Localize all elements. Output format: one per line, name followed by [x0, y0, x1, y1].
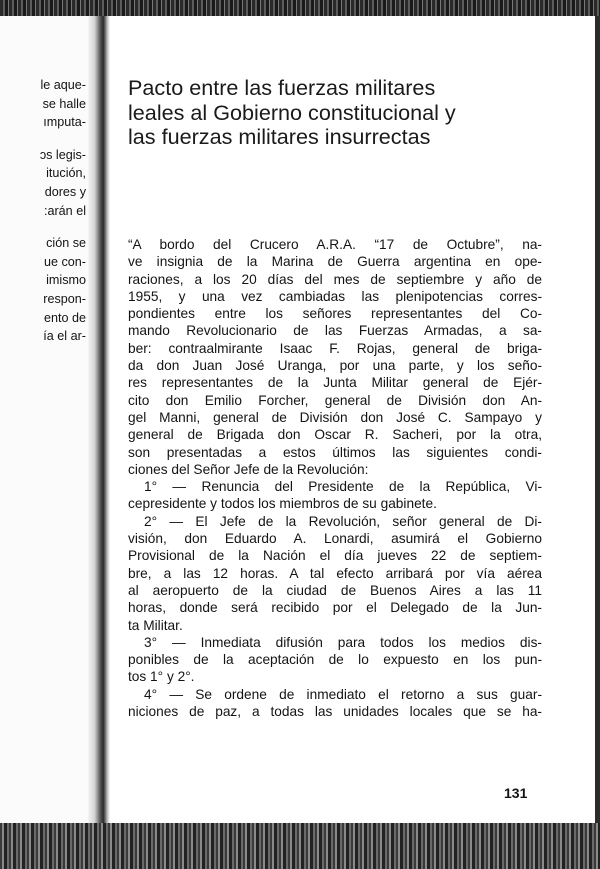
body-line: ciones del Señor Jefe de la Revolución:	[128, 461, 369, 477]
left-fragment-line: ımputa-	[43, 115, 86, 130]
left-fragment-line: ción se	[46, 236, 86, 251]
left-page-text	[0, 76, 86, 360]
body-line: visión, don Eduardo A. Lonardi, asumirá el Gobierno	[128, 531, 542, 547]
page-number: 131	[504, 785, 528, 801]
body-line: mando Revolucionario de las Fuerzas Armadas, a sa-	[128, 323, 542, 339]
left-fragment-line: le aque-	[40, 78, 86, 92]
left-fragment-group	[0, 146, 86, 220]
book-gutter	[88, 16, 110, 823]
scan-bottom-edge	[0, 823, 600, 869]
left-fragment-line: ía el ar-	[43, 329, 86, 344]
scan-top-edge	[0, 0, 600, 16]
body-text	[128, 236, 542, 720]
body-line: da don Juan José Uranga, por una parte, y los seño-	[128, 358, 542, 374]
body-line: al aeropuerto de la ciudad de Buenos Aires a las 11	[128, 582, 542, 598]
title-line: leales al Gobierno constitucional y	[128, 99, 456, 125]
body-line: horas, donde será recibido por el Delegado de la Jun-	[128, 600, 542, 616]
body-line: 1955, y una vez cambiadas las plenipotencias corres-	[128, 288, 542, 304]
body-line: 2° — El Jefe de la Revolución, señor general de Di-	[144, 513, 542, 529]
left-fragment-line: ento de	[43, 310, 86, 325]
body-line: pondientes entre los señores representantes del Co-	[128, 306, 542, 322]
body-line: bre, a las 12 horas. A tal efecto arribará por vía aérea	[128, 565, 542, 581]
body-line: 4° — Se ordene de inmediato el retorno a sus guar-	[144, 686, 542, 702]
body-line: gel Manni, general de División don José C. Sampayo y	[128, 409, 542, 425]
body-line: Provisional de la Nación el día jueves 22 de septiem-	[128, 548, 542, 564]
body-line: “A bordo del Crucero A.R.A. “17 de Octubre”, na-	[128, 237, 542, 252]
body-line: tos 1° y 2°.	[128, 669, 195, 685]
body-line: ta Militar.	[128, 617, 183, 633]
scan-right-edge	[595, 16, 600, 823]
title-line: Pacto entre las fuerzas militares	[128, 75, 436, 100]
body-line: ber: contraalmirante Isaac F. Rojas, general de briga-	[128, 340, 542, 356]
left-fragment-line: respon-	[43, 291, 86, 306]
body-line: 3° — Inmediata difusión para todos los medios dis-	[144, 634, 542, 650]
left-fragment-line: itución,	[46, 166, 86, 181]
left-fragment-group	[0, 76, 86, 132]
body-line: cito don Emilio Forcher, general de División don An-	[128, 392, 542, 408]
body-line: cepresidente y todos los miembros de su gabinete.	[128, 496, 437, 512]
body-line: son presentadas a estos últimos las siguientes condi-	[128, 444, 542, 460]
body-line: niciones de paz, a todas las unidades locales que se ha-	[128, 704, 542, 720]
body-line: ve insignia de la Marina de Guerra argentina en ope-	[128, 254, 542, 270]
title-line: las fuerzas militares insurrectas	[128, 124, 431, 149]
body-line: 1° — Renuncia del Presidente de la República, Vi-	[144, 479, 542, 495]
left-fragment-group	[0, 234, 86, 346]
left-fragment-line: imismo	[46, 273, 86, 288]
left-fragment-line: ɔs legis-	[39, 147, 86, 162]
left-fragment-line: ue con-	[43, 254, 86, 269]
left-fragment-line: se halle	[42, 96, 86, 111]
body-line: raciones, a los 20 días del mes de septiembre y año de	[128, 271, 542, 287]
body-line: res representantes de la Junta Militar general de Ejér-	[128, 375, 542, 391]
left-fragment-line: dores y	[44, 184, 86, 199]
body-line: general de Brigada don Oscar R. Sacheri, por la otra,	[128, 427, 542, 443]
page-title	[128, 76, 548, 150]
body-line: ponibles de la aceptación de lo expuesto en los pun-	[128, 652, 542, 668]
left-fragment-line: :arán el	[43, 203, 86, 218]
